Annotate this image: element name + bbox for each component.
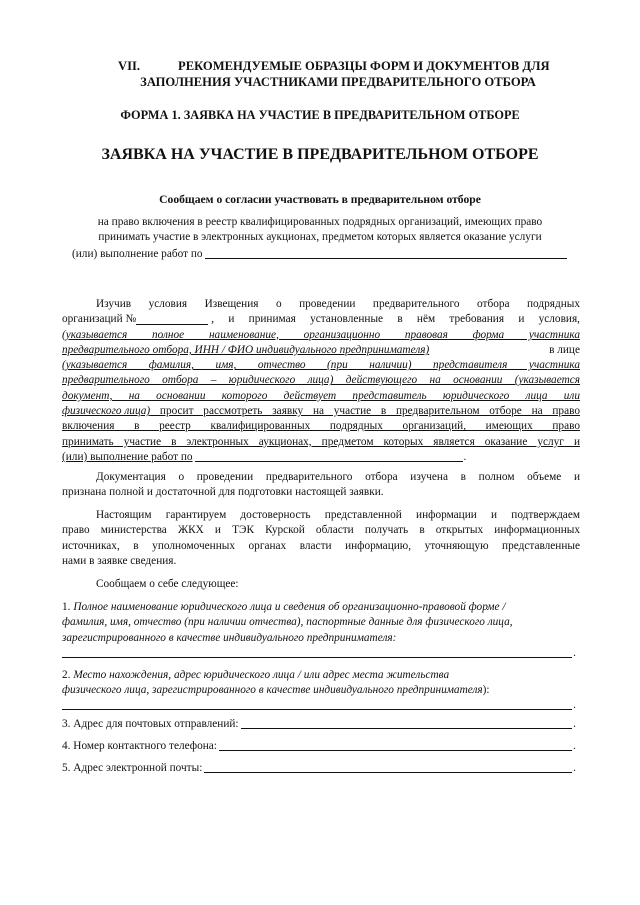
email-input-line[interactable]	[204, 761, 572, 773]
field-2-answer[interactable]: .	[62, 698, 576, 713]
paragraph-documentation	[62, 470, 580, 501]
field-1-answer[interactable]: .	[62, 646, 576, 661]
about-heading: Сообщаем о себе следующее:	[96, 578, 239, 590]
field-3-postal-address: 3. Адрес для почтовых отправлений: .	[62, 718, 576, 730]
section-title-line1: РЕКОМЕНДУЕМЫЕ ОБРАЗЦЫ ФОРМ И ДОКУМЕНТОВ ДЛЯ	[178, 59, 550, 73]
para1-line-1: Изучив условия Извещения о проведении предварительного отбора подрядных	[96, 298, 580, 310]
para1-line-5: (указывается фамилия, имя, отчество (при наличии) представителя участника	[62, 359, 580, 372]
para3-line-1: Настоящим гарантируем достоверность представленной информации и подтверждаем	[96, 509, 580, 521]
para1-line-4: предварительного отбора, ИНН / ФИО индивидуального предпринимателя) в лице	[62, 343, 580, 356]
paragraph-guarantee	[62, 508, 580, 569]
section-header	[118, 58, 558, 90]
para1-line-7: документ, на основании которого действует представитель юридического лица или	[62, 389, 580, 402]
section-number: VII.	[118, 59, 141, 73]
field-4-phone: 4. Номер контактного телефона: .	[62, 740, 576, 752]
para1-line-11: (или) выполнение работ по .	[62, 450, 467, 463]
phone-input-line[interactable]	[219, 739, 572, 751]
consent-heading: Сообщаем о согласии участвовать в предварительном отборе	[159, 193, 481, 206]
para3-line-2: право министерства ЖКХ и ТЭК Курской области получать в открытых информационных	[62, 524, 580, 537]
paragraph-application	[62, 297, 580, 465]
postal-address-input-line[interactable]	[241, 717, 573, 729]
para1-line-10: принимать участие в электронных аукционах, предметом которых является оказание услуг и	[62, 435, 580, 448]
consent-line-2: принимать участие в электронных аукционах, предметом которых является оказание услуги	[98, 231, 542, 244]
field-5-email: 5. Адрес электронной почты: .	[62, 762, 576, 774]
consent-line-1: на право включения в реестр квалифицированных подрядных организаций, имеющих право	[97, 216, 543, 228]
consent-text	[55, 215, 585, 246]
field-1-blank-line[interactable]	[62, 646, 572, 658]
para1-line-2: организаций № , и принимая установленные в нём требования и условия,	[62, 313, 580, 326]
field-2-blank-line[interactable]	[62, 698, 572, 710]
para3-line-3: источниках, в уполномоченных органах власти информацию, уточняющую представленные	[62, 539, 580, 552]
para1-works-blank-line[interactable]	[195, 450, 463, 462]
para1-line-9: включения в реестр квалифицированных подрядных организаций, имеющих право	[62, 420, 580, 433]
para1-line-8: физического лица) просит рассмотреть заявку на участие в предварительном отборе на право	[62, 405, 580, 418]
field-1-label: 1. Полное наименование юридического лица и сведения об организационно-правовой форме / фамилия, имя, отчество (при наличии отчества), паспортные данные для физического лица, зарегистрированного в качестве индивидуального предпринимателя:	[62, 601, 513, 644]
main-title: ЗАЯВКА НА УЧАСТИЕ В ПРЕДВАРИТЕЛЬНОМ ОТБОРЕ	[101, 146, 539, 163]
para2-line-1: Документация о проведении предварительного отбора изучена в полном объеме и	[96, 471, 580, 483]
consent-line-3: (или) выполнение работ по	[72, 247, 568, 262]
section-title-line2: ЗАПОЛНЕНИЯ УЧАСТНИКАМИ ПРЕДВАРИТЕЛЬНОГО ОТБОРА	[140, 75, 536, 89]
para3-line-4: нами в заявке сведения.	[62, 554, 177, 567]
form-title: ФОРМА 1. ЗАЯВКА НА УЧАСТИЕ В ПРЕДВАРИТЕЛЬНОМ ОТБОРЕ	[120, 108, 520, 122]
para1-line-6: предварительного отбора – юридического лица) действующего на основании (указывается	[62, 374, 580, 387]
para1-line-3: (указывается полное наименование, организационно правовая форма участника	[62, 328, 580, 341]
para2-line-2: признана полной и достаточной для подготовки настоящей заявки.	[62, 486, 384, 499]
organization-number-blank[interactable]	[136, 313, 208, 325]
field-2-label: 2. Место нахождения, адрес юридического лица / или адрес места жительства физического лица, зарегистрированного в качестве индивидуального предпринимателя):	[62, 669, 490, 697]
works-blank-line[interactable]	[205, 247, 567, 259]
